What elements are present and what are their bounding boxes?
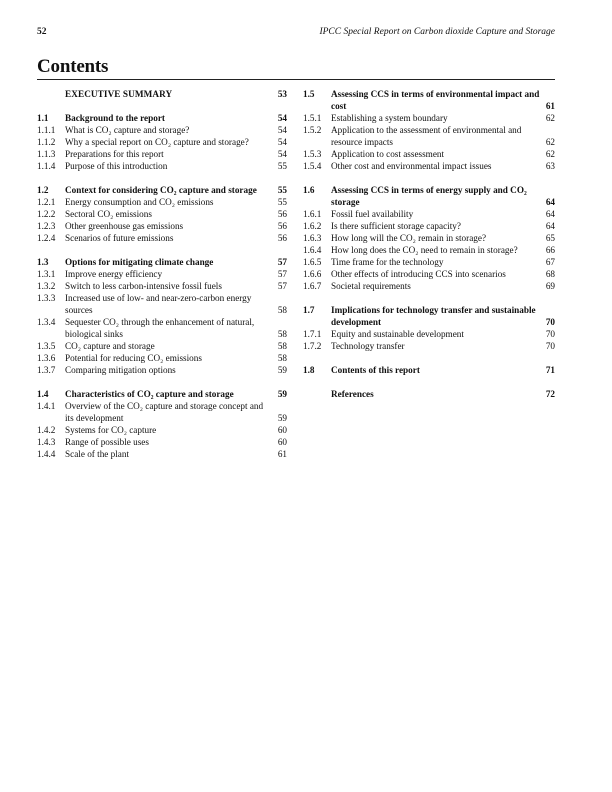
toc-entry-title: How long does the CO₂ need to remain in storage? bbox=[331, 245, 518, 255]
toc-entry-number: 1.1.3 bbox=[37, 149, 56, 159]
toc-entry-number: 1.4.3 bbox=[37, 437, 56, 447]
toc-entry-title: Improve energy efficiency bbox=[65, 269, 163, 279]
toc-entry[interactable] bbox=[303, 280, 555, 292]
toc-entry-title: Other effects of introducing CCS into scenarios bbox=[331, 269, 506, 279]
toc-entry-number: 1.2.3 bbox=[37, 221, 56, 231]
toc-entry-title: Fossil fuel availability bbox=[331, 209, 414, 219]
toc-entry-page: 58 bbox=[277, 329, 287, 339]
toc-entry-number: 1.2.1 bbox=[37, 197, 56, 207]
toc-entry[interactable] bbox=[37, 232, 287, 244]
toc-entry-page: 55 bbox=[277, 197, 287, 207]
toc-entry-page: 58 bbox=[277, 341, 287, 351]
toc-entry[interactable] bbox=[37, 160, 287, 172]
title-rule bbox=[37, 79, 555, 80]
toc-section-heading[interactable] bbox=[303, 88, 555, 112]
toc-entry-number: 1.6 bbox=[303, 185, 315, 195]
toc-entry-page: 57 bbox=[277, 281, 287, 291]
toc-entry[interactable] bbox=[37, 400, 287, 424]
toc-entry-page: 72 bbox=[545, 389, 555, 399]
toc-entry-number: 1.1 bbox=[37, 113, 49, 123]
toc-entry-number: 1.6.7 bbox=[303, 281, 322, 291]
toc-entry-page: 56 bbox=[277, 221, 287, 231]
toc-left-column bbox=[37, 88, 287, 460]
toc-entry[interactable] bbox=[303, 244, 555, 256]
toc-entry[interactable] bbox=[37, 340, 287, 352]
toc-entry-page: 70 bbox=[545, 341, 555, 351]
toc-entry-page: 64 bbox=[545, 209, 555, 219]
toc-entry-number: 1.7.2 bbox=[303, 341, 322, 351]
toc-entry-page: 62 bbox=[545, 137, 555, 147]
toc-entry-page: 57 bbox=[277, 257, 287, 267]
toc-entry-number: 1.5.4 bbox=[303, 161, 322, 171]
toc-entry-number: 1.8 bbox=[303, 365, 315, 375]
toc-entry-number: 1.6.2 bbox=[303, 221, 322, 231]
toc-entry-title: Background to the report bbox=[65, 113, 165, 123]
toc-entry-title: CO₂ capture and storage bbox=[65, 341, 155, 351]
toc-entry-number: 1.3.5 bbox=[37, 341, 56, 351]
toc-entry[interactable] bbox=[37, 364, 287, 376]
toc-entry-page: 54 bbox=[277, 149, 287, 159]
page-header bbox=[37, 27, 555, 41]
toc-entry[interactable] bbox=[303, 328, 555, 340]
toc-entry-number: 1.6.6 bbox=[303, 269, 322, 279]
toc-entry[interactable] bbox=[303, 208, 555, 220]
toc-entry-page: 59 bbox=[277, 365, 287, 375]
toc-entry-number: 1.3 bbox=[37, 257, 49, 267]
toc-entry-page: 68 bbox=[545, 269, 555, 279]
toc-section-heading[interactable] bbox=[303, 184, 555, 208]
toc-entry-number: 1.1.2 bbox=[37, 137, 56, 147]
toc-entry-title: Why a special report on CO₂ capture and storage? bbox=[65, 137, 249, 147]
toc-entry-page: 62 bbox=[545, 149, 555, 159]
toc-entry[interactable] bbox=[37, 292, 287, 316]
toc-entry-page: 56 bbox=[277, 209, 287, 219]
toc-entry-title: Increased use of low- and near-zero-carbon energy sources bbox=[65, 293, 252, 315]
toc-entry-title: Equity and sustainable development bbox=[331, 329, 464, 339]
toc-entry-title: Time frame for the technology bbox=[331, 257, 444, 267]
toc-entry-number: 1.5.2 bbox=[303, 125, 322, 135]
toc-entry[interactable] bbox=[37, 352, 287, 364]
toc-entry-page: 67 bbox=[545, 257, 555, 267]
toc-entry-title: How long will the CO₂ remain in storage? bbox=[331, 233, 487, 243]
toc-entry-page: 64 bbox=[545, 197, 555, 207]
toc-entry-page: 55 bbox=[277, 161, 287, 171]
running-title: IPCC Special Report on Carbon dioxide Capture and Storage bbox=[319, 27, 555, 37]
toc-entry-title: What is CO₂ capture and storage? bbox=[65, 125, 190, 135]
toc-entry-title: Sectoral CO₂ emissions bbox=[65, 209, 152, 219]
contents-title: Contents bbox=[37, 56, 109, 77]
toc-entry-title: Assessing CCS in terms of environmental impact and cost bbox=[331, 89, 540, 111]
toc-entry-page: 63 bbox=[545, 161, 555, 171]
toc-entry-title: Overview of the CO₂ capture and storage concept and its development bbox=[65, 401, 264, 423]
toc-entry-page: 70 bbox=[545, 317, 555, 327]
toc-section-heading[interactable] bbox=[303, 364, 555, 376]
toc-entry-page: 61 bbox=[545, 101, 555, 111]
toc-entry-title: Technology transfer bbox=[331, 341, 405, 351]
toc-entry-title: EXECUTIVE SUMMARY bbox=[65, 89, 173, 99]
toc-entry-title: Potential for reducing CO₂ emissions bbox=[65, 353, 202, 363]
toc-entry-number: 1.2.2 bbox=[37, 209, 56, 219]
toc-section-heading[interactable] bbox=[303, 388, 555, 400]
toc-entry-page: 60 bbox=[277, 437, 287, 447]
toc-entry-page: 70 bbox=[545, 329, 555, 339]
toc-entry-title: Establishing a system boundary bbox=[331, 113, 448, 123]
toc-entry-page: 54 bbox=[277, 125, 287, 135]
toc-entry-title: Purpose of this introduction bbox=[65, 161, 168, 171]
toc-entry-page: 54 bbox=[277, 113, 287, 123]
toc-entry-number: 1.3.1 bbox=[37, 269, 56, 279]
toc-entry-page: 58 bbox=[277, 305, 287, 315]
toc-entry-number: 1.2 bbox=[37, 185, 49, 195]
toc-entry-page: 60 bbox=[277, 425, 287, 435]
toc-entry-number: 1.4.4 bbox=[37, 449, 56, 459]
toc-entry[interactable] bbox=[303, 340, 555, 352]
toc-entry-number: 1.5.1 bbox=[303, 113, 322, 123]
toc-entry-number: 1.6.3 bbox=[303, 233, 322, 243]
toc-entry-number: 1.6.4 bbox=[303, 245, 322, 255]
toc-entry[interactable] bbox=[303, 124, 555, 148]
toc-entry-number: 1.5 bbox=[303, 89, 315, 99]
toc-right-column bbox=[303, 88, 555, 400]
toc-entry[interactable] bbox=[303, 148, 555, 160]
toc-entry-number: 1.1.1 bbox=[37, 125, 56, 135]
toc-entry[interactable] bbox=[303, 256, 555, 268]
toc-entry[interactable] bbox=[37, 316, 287, 340]
toc-entry-number: 1.6.5 bbox=[303, 257, 322, 267]
toc-entry-number: 1.4 bbox=[37, 389, 49, 399]
toc-section-heading[interactable] bbox=[37, 184, 287, 196]
toc-entry-page: 58 bbox=[277, 353, 287, 363]
toc-entry[interactable] bbox=[37, 424, 287, 436]
toc-entry[interactable] bbox=[37, 436, 287, 448]
toc-entry-number: 1.3.2 bbox=[37, 281, 56, 291]
toc-entry-number: 1.3.7 bbox=[37, 365, 56, 375]
toc-entry-title: Range of possible uses bbox=[65, 437, 149, 447]
toc-entry-page: 56 bbox=[277, 233, 287, 243]
toc-entry-page: 59 bbox=[277, 413, 287, 423]
toc-entry-number: 1.7 bbox=[303, 305, 315, 315]
toc-entry[interactable] bbox=[37, 280, 287, 292]
toc-entry-number: 1.6.1 bbox=[303, 209, 322, 219]
toc-entry-page: 71 bbox=[545, 365, 555, 375]
toc-entry-title: Energy consumption and CO₂ emissions bbox=[65, 197, 214, 207]
toc-entry[interactable] bbox=[303, 220, 555, 232]
toc-entry-number: 1.4.2 bbox=[37, 425, 56, 435]
page-number: 52 bbox=[37, 27, 47, 37]
toc-entry-page: 53 bbox=[277, 89, 287, 99]
toc-entry[interactable] bbox=[37, 448, 287, 460]
toc-entry-title: Application to cost assessment bbox=[331, 149, 445, 159]
toc-entry-number: 1.2.4 bbox=[37, 233, 56, 243]
toc-entry-title: Preparations for this report bbox=[65, 149, 164, 159]
toc-entry-title: Comparing mitigation options bbox=[65, 365, 176, 375]
toc-entry-page: 65 bbox=[545, 233, 555, 243]
toc-entry-title: Sequester CO₂ through the enhancement of natural, biological sinks bbox=[65, 317, 255, 339]
toc-entry-title: Systems for CO₂ capture bbox=[65, 425, 157, 435]
toc-entry-title: Implications for technology transfer and sustainable development bbox=[331, 305, 536, 327]
toc-section-heading[interactable] bbox=[303, 304, 555, 328]
toc-entry[interactable] bbox=[303, 160, 555, 172]
toc-entry-page: 66 bbox=[545, 245, 555, 255]
toc-entry-title: Contents of this report bbox=[331, 365, 420, 375]
toc-entry-title: Societal requirements bbox=[331, 281, 411, 291]
toc-entry[interactable] bbox=[303, 268, 555, 280]
toc-entry[interactable] bbox=[37, 124, 287, 136]
toc-entry-number: 1.3.6 bbox=[37, 353, 56, 363]
toc-entry-number: 1.1.4 bbox=[37, 161, 56, 171]
toc-entry[interactable] bbox=[37, 268, 287, 280]
toc-entry[interactable] bbox=[37, 148, 287, 160]
toc-section-heading[interactable] bbox=[37, 256, 287, 268]
toc-entry-number: 1.7.1 bbox=[303, 329, 322, 339]
toc-entry-page: 55 bbox=[277, 185, 287, 195]
toc-section-heading[interactable] bbox=[37, 88, 287, 100]
toc-entry-title: Assessing CCS in terms of energy supply and CO₂ storage bbox=[331, 185, 527, 207]
toc-section-heading[interactable] bbox=[37, 112, 287, 124]
toc-entry-title: Is there sufficient storage capacity? bbox=[331, 221, 461, 231]
toc-entry-title: Context for considering CO₂ capture and storage bbox=[65, 185, 257, 195]
toc-entry[interactable] bbox=[303, 232, 555, 244]
toc-entry-page: 57 bbox=[277, 269, 287, 279]
toc-entry-title: Scale of the plant bbox=[65, 449, 130, 459]
toc-entry-number: 1.3.3 bbox=[37, 293, 56, 303]
toc-entry-title: Characteristics of CO₂ capture and storage bbox=[65, 389, 234, 399]
toc-entry-page: 69 bbox=[545, 281, 555, 291]
toc-section-heading[interactable] bbox=[37, 388, 287, 400]
toc-entry-number: 1.5.3 bbox=[303, 149, 322, 159]
toc-entry-title: Other greenhouse gas emissions bbox=[65, 221, 184, 231]
toc-entry[interactable] bbox=[37, 220, 287, 232]
toc-entry-page: 54 bbox=[277, 137, 287, 147]
toc-entry-page: 61 bbox=[277, 449, 287, 459]
toc-entry-number: 1.4.1 bbox=[37, 401, 56, 411]
toc-entry-title: Application to the assessment of environmental and resource impacts bbox=[331, 125, 522, 147]
toc-entry-page: 59 bbox=[277, 389, 287, 399]
toc-entry[interactable] bbox=[37, 196, 287, 208]
toc-entry-title: References bbox=[331, 389, 374, 399]
toc-entry-title: Options for mitigating climate change bbox=[65, 257, 214, 267]
toc-entry-title: Scenarios of future emissions bbox=[65, 233, 174, 243]
toc-entry-page: 64 bbox=[545, 221, 555, 231]
toc-entry[interactable] bbox=[37, 208, 287, 220]
toc-entry[interactable] bbox=[303, 112, 555, 124]
toc-entry-title: Switch to less carbon-intensive fossil fuels bbox=[65, 281, 222, 291]
toc-entry-page: 62 bbox=[545, 113, 555, 123]
toc-entry-number: 1.3.4 bbox=[37, 317, 56, 327]
toc-entry[interactable] bbox=[37, 136, 287, 148]
toc-entry-title: Other cost and environmental impact issues bbox=[331, 161, 492, 171]
